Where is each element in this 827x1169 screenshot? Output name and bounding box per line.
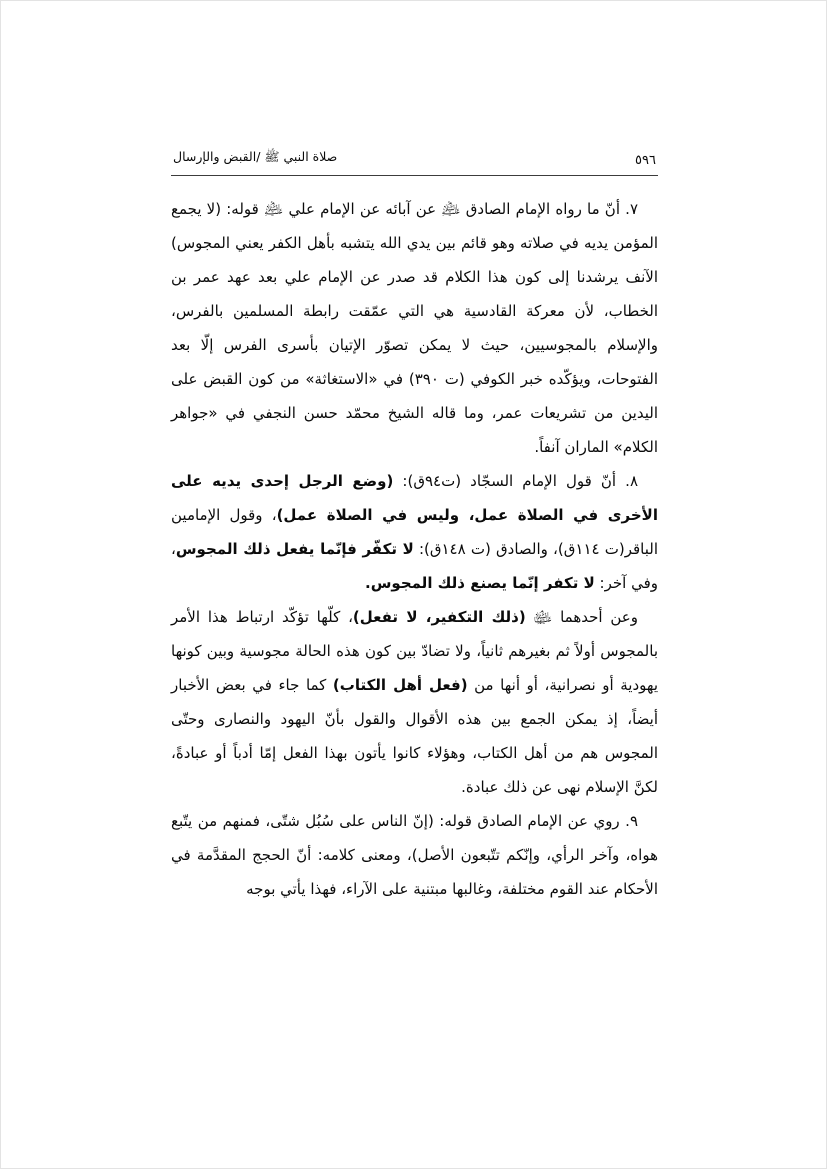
running-title: صلاة النبي ﷺ /القبض والإرسال <box>173 149 338 164</box>
text-run: ، وقول الإمامين الباقر(ت ١١٤ق)، والصادق (ت ١٤٨ق): <box>171 506 658 558</box>
text-run: ، كلّها تؤكّد ارتباط هذا الأمر بالمجوس أولاً ثم بغيرهم ثانياً، ولا تضادّ بين كون هذه الحالة مجوسية وبين كونها يهودية أو نصرانية، أو أنها من <box>171 608 659 694</box>
paragraph <box>171 464 658 600</box>
bold-text-run: لا تكفر إنّما يصنع ذلك المجوس. <box>365 574 595 592</box>
text-run: ، وفي آخر: <box>171 540 658 592</box>
text-run: ٧. أنّ ما رواه الإمام الصادق ﵇ عن آبائه عن الإمام علي ﵇ قوله: (لا يجمع المؤمن يديه في صلاته وهو قائم بين يدي الله يتشبه بأهل الكفر يعني المجوس) الآنف يرشدنا إلى كون هذا الكلام قد صدر عن الإمام علي بعد عهد عمر بن الخطاب، لأن معركة القادسية هي التي عمّقت رابطة المسلمين بالفرس، والإسلام بالمجوسيين، حيث لا يمكن تصوّر الإتيان بأسرى الفرس إلّا بعد الفتوحات، ويؤكّده خبر الكوفي (ت ٣٩٠) في «الاستغاثة» من كون القبض على اليدين من تشريعات عمر، وما قاله الشيخ محمّد حسن النجفي في «جواهر الكلام» الماران آنفاً. <box>171 200 658 456</box>
paragraph <box>171 804 658 906</box>
bold-text-run: لا تكفّر فإنّما يفعل ذلك المجوس <box>175 540 414 558</box>
text-block <box>171 149 658 906</box>
bold-text-run: (ذلك التكفير، لا تفعل) <box>352 608 526 626</box>
bold-text-run: (وضع الرجل إحدى يديه على الأخرى في الصلاة عمل، وليس في الصلاة عمل) <box>171 472 658 524</box>
text-run: كما جاء في بعض الأخبار أيضاً، إذ يمكن الجمع بين هذه الأقوال والقول بأنّ اليهود والنصارى وحتّى المجوس هم من أهل الكتاب، وهؤلاء كانوا يأتون بهذا الفعل إمّا أدباً أو عبادةً، لكنَّ الإسلام نهى عن ذلك عبادة. <box>171 676 658 796</box>
paragraph <box>171 600 658 804</box>
text-run: ٩. روي عن الإمام الصادق قوله: (إنّ الناس على سُبُل شتّى، فمنهم من يتّبع هواه، وآخر الرأي، وإنّكم تتّبعون الأصل)، ومعنى كلامه: أنّ الحجج المقدَّمة في الأحكام عند القوم مختلفة، وغالبها مبتنية على الآراء، فهذا يأتي بوجه <box>171 812 658 898</box>
page-header <box>171 149 658 175</box>
text-run: ٨. أنّ قول الإمام السجّاد (ت٩٤ق): <box>393 472 638 490</box>
text-run: وعن أحدهما ﵉ <box>525 608 638 626</box>
paragraph <box>171 192 658 464</box>
page-number: ٥٩٦ <box>635 153 656 168</box>
page-body <box>171 192 658 906</box>
header-divider <box>171 175 658 176</box>
bold-text-run: (فعل أهل الكتاب) <box>332 676 468 694</box>
